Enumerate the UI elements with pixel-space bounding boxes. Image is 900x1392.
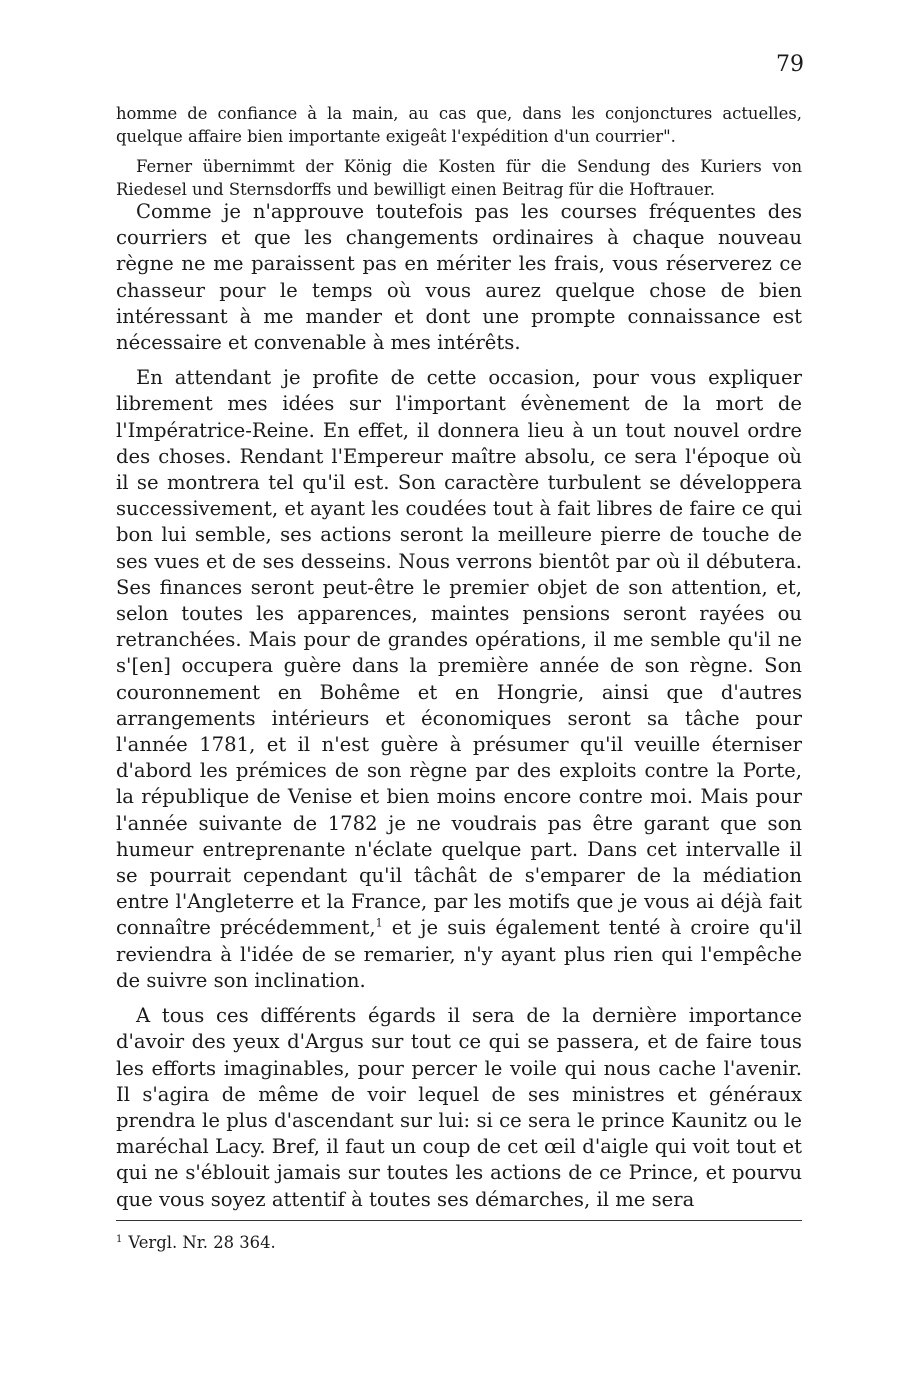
paragraph-1: Comme je n'approuve toutefois pas les courses fréquentes des courriers et que les changements ordinaires à chaque nouveau règne ne me paraissent pas en mériter les frais, vous réserverez ce chasseur pour le temps où vous aurez quelque chose de bien intéressant à me mander et dont une prompte connaissance est nécessaire et convenable à mes intérêts.	[116, 200, 802, 355]
letter-body	[116, 199, 802, 1213]
paragraph-2-part-a: En attendant je profite de cette occasion, pour vous expliquer librement mes idées sur l'important évènement de la mort de l'Impératrice-Reine. En effet, il donnera lieu à un tout nouvel ordre des choses. Rendant l'Empereur maître absolu, ce sera l'époque où il se montrera tel qu'il est. Son caractère turbulent se développera successivement, et ayant les coudées tout à fait libres de faire ce qui bon lui semble, ses actions seront la meilleure pierre de touche de ses vues et de ses desseins. Nous verrons bientôt par où il débutera. Ses finances seront peut-être le premier objet de son attention, et, selon toutes les apparences, maintes pensions seront rayées ou retranchées. Mais pour de grandes opérations, il me semble qu'il ne s'[en] occupera guère dans la première année de son règne. Son couronnement en Bohême et en Hongrie, ainsi que d'autres arrangements intérieurs et économiques seront sa tâche pour l'année 1781, et il n'est guère à présumer qu'il veuille éterniser d'abord les prémices de son règne par des exploits contre la Porte, la république de Venise et bien moins encore contre moi. Mais pour l'année suivante de 1782 je ne voudrais pas être garant que son humeur entreprenante n'éclate quelque part. Dans cet intervalle il se pourrait cependant qu'il tâchât de s'emparer de la médiation entre l'Angleterre et la France, par les motifs que je vous ai déjà fait connaître précédemment,	[116, 366, 802, 940]
paragraph-2	[116, 365, 802, 994]
footnote-reference: 1	[375, 916, 383, 930]
intro-block	[116, 102, 802, 201]
quote-ending: homme de confiance à la main, au cas que, dans les conjonctures actuelles, quelque affaire bien importante exigeât l'expédition d'un courrier".	[116, 104, 802, 146]
page-number: 79	[776, 52, 804, 77]
paragraph-3: A tous ces différents égards il sera de la dernière importance d'avoir des yeux d'Argus sur tout ce qui se passera, et de faire tous les efforts imaginables, pour percer le voile qui nous cache l'avenir. Il s'agira de même de voir lequel de ses ministres et généraux prendra le plus d'ascendant sur lui: si ce sera le prince Kaunitz ou le maréchal Lacy. Bref, il faut un coup de cet œil d'aigle qui voit tout et qui ne s'éblouit jamais sur toutes les actions de ce Prince, et pourvu que vous soyez attentif à toutes ses démarches, il me sera	[116, 1004, 802, 1211]
footnote	[116, 1232, 276, 1254]
paragraph-2-part-b: et je suis également tenté à croire qu'il reviendra à l'idée de se remarier, n'y ayant plus rien qui l'empêche de suivre son inclination.	[116, 916, 803, 992]
footnote-text: Vergl. Nr. 28 364.	[128, 1233, 276, 1252]
editorial-note: Ferner übernimmt der König die Kosten für die Sendung des Kuriers von Riedesel und Sternsdorffs und bewilligt einen Beitrag für die Hoftrauer.	[116, 157, 802, 199]
footnote-marker: 1	[116, 1233, 123, 1245]
footnote-divider	[116, 1220, 802, 1221]
